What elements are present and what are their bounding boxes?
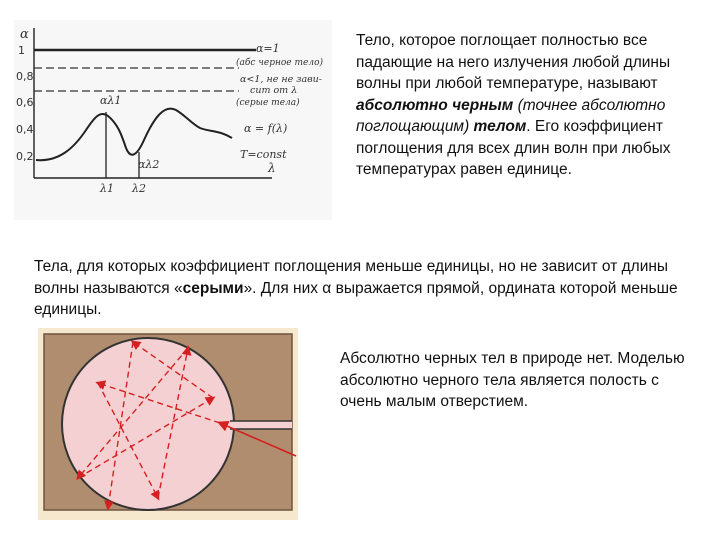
x-tick-lambda1: λ1 xyxy=(100,182,114,195)
y-tick-06: 0,6 xyxy=(16,96,34,109)
y-tick-02: 0,2 xyxy=(16,150,34,163)
absorption-curve xyxy=(36,109,232,161)
para1-text-1: Тело, которое поглощает полностью все падающие на него излучения любой длины волны при любой температуре, называют xyxy=(356,32,671,92)
black-body-note: (абс черное тело) xyxy=(236,58,324,68)
para1-text-4: . Его коэффициент поглощения для всех длин волн при любых температурах равен единице. xyxy=(356,118,671,178)
para2-text-1: Тела, для которых коэффициент поглощения меньше единицы, но не зависит от длины волны называются « xyxy=(34,258,669,297)
x-axis-label: λ xyxy=(268,161,276,175)
y-axis-label: α xyxy=(20,27,29,42)
cavity-model-figure xyxy=(38,328,298,520)
gray-note: (серые тела) xyxy=(236,98,300,108)
paragraph-black-body xyxy=(356,30,706,181)
curve-label: α = f(λ) xyxy=(244,122,288,135)
absorption-graph xyxy=(14,20,332,220)
temperature-label: T=const xyxy=(240,148,287,161)
y-tick-1: 1 xyxy=(18,44,25,57)
point1-label: αλ1 xyxy=(100,94,122,107)
paragraph-gray-bodies xyxy=(34,256,694,321)
para1-text-3: ) xyxy=(464,118,474,135)
para1-bold-2: телом xyxy=(473,118,527,135)
para2-text-2: ». Для них α выражается прямой, ордината которой меньше единицы. xyxy=(34,279,678,318)
y-tick-04: 0,4 xyxy=(16,123,34,136)
absorption-graph-svg xyxy=(14,20,332,220)
y-tick-08: 0,8 xyxy=(16,70,34,83)
para1-italic-1: абсолютно поглощающим xyxy=(356,96,666,135)
point2-label: αλ2 xyxy=(138,158,160,171)
cavity-model-svg xyxy=(38,328,298,520)
gray-label: α<1, не не зави- xyxy=(240,74,322,85)
cavity xyxy=(62,338,234,510)
para1-text-2: (точнее xyxy=(513,96,582,114)
gray-label-2: сит от λ xyxy=(250,85,298,96)
x-tick-lambda2: λ2 xyxy=(132,182,146,195)
paragraph-cavity-model: Абсолютно черных тел в природе нет. Моделью абсолютно черного тела является полость с очень малым отверстием. xyxy=(340,350,685,410)
para1-bold-1: абсолютно черным xyxy=(356,96,514,114)
cavity-opening xyxy=(229,421,292,429)
para2-bold: серыми xyxy=(182,279,244,297)
black-body-label: α=1 xyxy=(256,42,280,55)
